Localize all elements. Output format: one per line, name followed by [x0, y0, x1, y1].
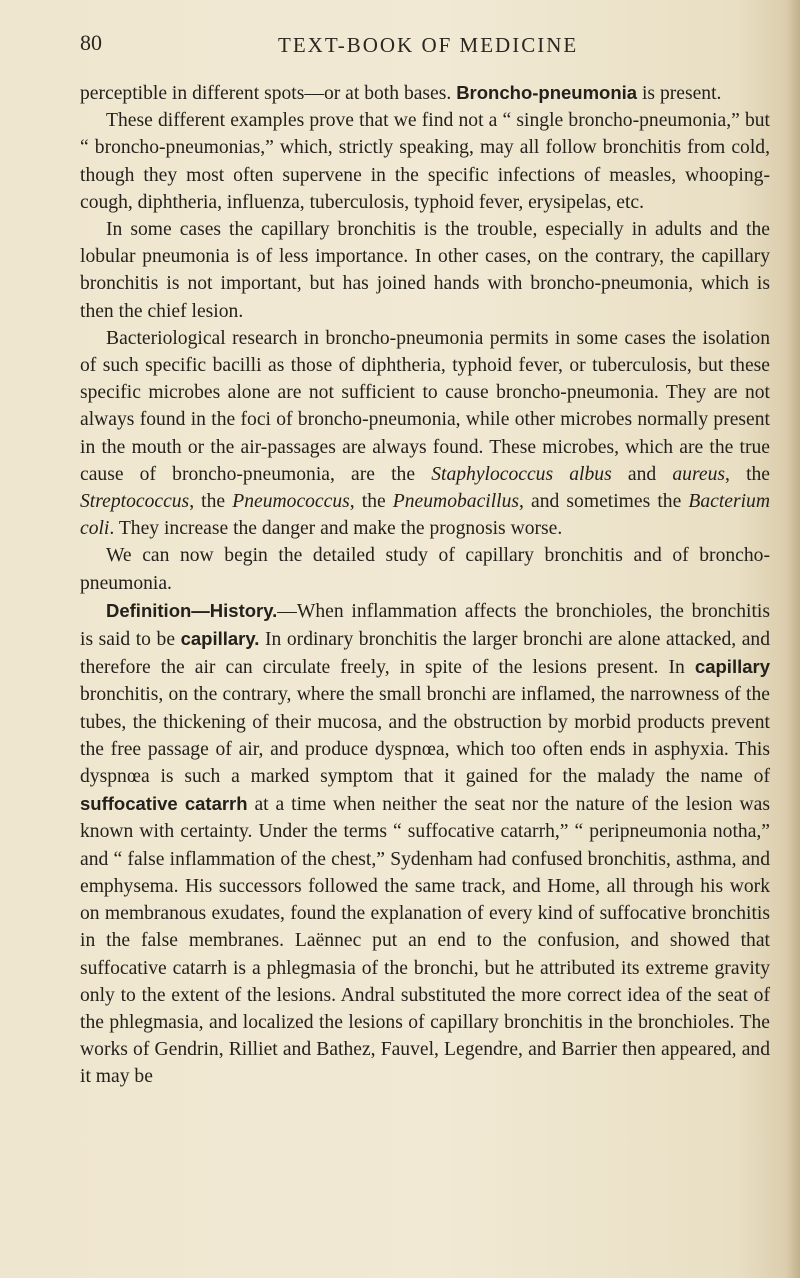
paragraph-4-text: Bacteriological research in broncho-pneumonia permits in some cases the isolation of such specific bacilli as those of diphtheria, typhoid fever, or tuberculosis, but these specific microbes alone are not sufficient to cause broncho-pneumonia. They are not always found in the foci of broncho-pneumonia, while other microbes normally present in the mouth or the air-passages are always found. These microbes, which are the true cause of broncho-pneumonia, are the: [80, 327, 770, 485]
section-heading-definition-history: Definition—History.: [106, 599, 278, 621]
italic-term: Pneumobacillus: [392, 491, 520, 513]
italic-term: Bacterium coli: [80, 491, 771, 540]
paragraph-6-text: In ordinary bronchitis the larger bronchi are alone attacked, and therefore the air can circulate freely, in spite of the lesions present. In: [80, 629, 770, 679]
bold-term-capillary: capillary: [694, 656, 770, 678]
body-text: [80, 79, 770, 1091]
bold-term-broncho-pneumonia: Broncho-pneumonia: [456, 82, 638, 103]
paragraph-1-text-end: is present.: [637, 83, 722, 104]
page-edge-shadow: [786, 0, 800, 1278]
bold-term-suffocative-catarrh: suffocative catarrh: [80, 793, 248, 815]
bold-term-capillary: capillary.: [180, 628, 260, 650]
paragraph-3: In some cases the capillary bronchitis is the trouble, especially in adults and the lobular pneumonia is of less importance. In other cases, on the contrary, the capillary bronchitis is not important, but has joined hands with broncho-pneumonia, which is then the chief lesion.: [80, 219, 770, 322]
italic-term: Pneumococcus: [232, 491, 350, 513]
paragraph-4-text: . They increase the danger and make the prognosis worse.: [109, 518, 563, 540]
italic-term: Streptococcus: [80, 491, 190, 513]
paragraph-5: We can now begin the detailed study of capillary bronchitis and of broncho-pneumonia.: [80, 545, 770, 594]
paragraph-4-text: , and sometimes the: [519, 491, 689, 513]
paragraph-2: These different examples prove that we find not a “ single broncho-pneumonia,” but “ broncho-pneumonias,” which, strictly speaking, may all follow bronchitis from cold, though they most often supervene in the specific infections of measles, whooping-cough, diphtheria, influenza, tuberculosis, typhoid fever, erysipelas, etc.: [80, 110, 770, 213]
page-number: 80: [80, 30, 102, 55]
paragraph-1-text: perceptible in different spots—or at both bases.: [80, 83, 457, 104]
running-head: TEXT-BOOK OF MEDICINE: [278, 33, 579, 57]
paragraph-4-text: and: [611, 463, 673, 485]
paragraph-6-text: —When inflammation affects the bronchioles, the bronchitis is said to be: [80, 600, 770, 651]
paragraph-4: [80, 325, 770, 543]
paragraph-4-text: , the: [725, 463, 771, 485]
paragraph-6-text: bronchitis, on the contrary, where the small bronchi are inflamed, the narrowness of the tubes, the thickening of their mucosa, and the obstruction by morbid products prevent the free passage of air, and produce dyspnœa, which too often ends in asphyxia. This dyspnœa is such a marked symptom that it gained for the malady the name of: [80, 684, 770, 788]
page-header: [80, 30, 770, 60]
paragraph-4-text: , the: [349, 491, 393, 513]
paragraph-4-text: , the: [189, 491, 233, 513]
paragraph-6: [80, 597, 770, 1091]
paragraph-1: [80, 79, 770, 107]
italic-term: aureus: [672, 463, 725, 485]
italic-term: Staphylococcus albus: [431, 463, 612, 485]
paragraph-6-text: at a time when neither the seat nor the nature of the lesion was known with certainty. Under the terms “ suffocative catarrh,” “ peripneumonia notha,” and “ false inflammation of the chest,” Sydenham had confused bronchitis, asthma, and emphysema. His successors followed the same track, and Home, all through his work on membranous exudates, found the explanation of every kind of suffocative bronchitis in the false membranes. Laënnec put an end to the confusion, and showed that suffocative catarrh is a phlegmasia of the bronchi, but he attributed its extreme gravity only to the extent of the lesions. Andral substituted the more correct idea of the seat of the phlegmasia, and localized the lesions of capillary bronchitis in the bronchioles. The works of Gendrin, Rilliet and Bathez, Fauvel, Legendre, and Barrier then appeared, and it may be: [80, 794, 770, 1088]
